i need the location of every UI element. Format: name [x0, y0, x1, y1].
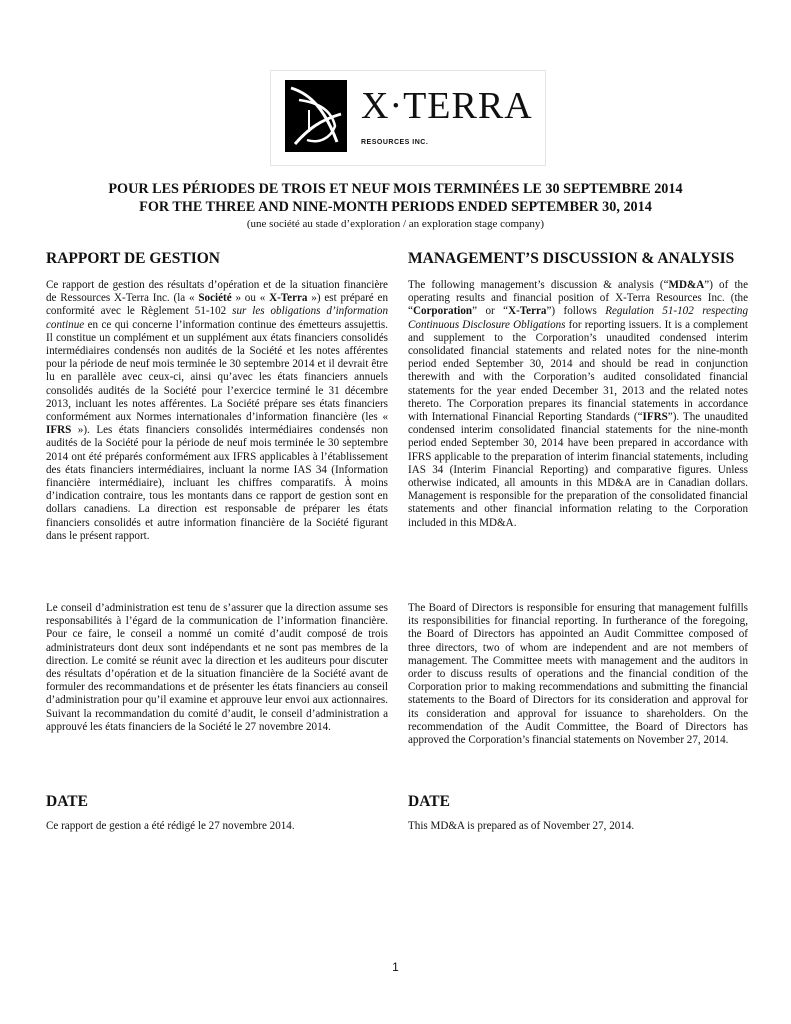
heading-date-fr: DATE: [46, 793, 88, 810]
paragraph-en-1: The following management’s discussion & analysis (“MD&A”) of the operating results and financial position of X-Terra Resources Inc. (the “Corporation” or “X-Terra”) follows Regulation 51-102 respecting Continuous Disclosure Obligations for reporting issuers. It is a complement and supplement to the Corporation’s unaudited condensed interim consolidated financial statements and related notes for the nine-month period ended September 30, 2014 and should be read in conjunction therewith and with the Corporation’s audited consolidated financial statements for the year ended December 31, 2013 and the related notes thereto. The Corporation prepares its financial statements in accordance with International Financial Reporting Standards (“IFRS”). The unaudited condensed interim consolidated financial statements for the nine-month period ended September 30, 2014 have been prepared in accordance with IFRS applicable to the preparation of interim financial statements, including IAS 34 (Interim Financial Reporting) and comparative figures. Unless otherwise indicated, all amounts in this MD&A are in Canadian dollars. Management is responsible for the preparation of the consolidated financial statements and other financial information relating to the Corporation included in this MD&A.: [408, 279, 748, 529]
company-logo: [270, 70, 546, 166]
xterra-logo-mark-icon: [285, 80, 347, 152]
page-number: 1: [392, 960, 399, 974]
paragraph-fr-1: Ce rapport de gestion des résultats d’opération et de la situation financière de Ressources X-Terra Inc. (la « Société » ou « X-Terra ») est préparé en conformité avec le Règlement 51-102 sur les obligations d’information continue en ce qui concerne l’information continue des émetteurs assujettis. Il constitue un complément et un supplément aux états financiers consolidés intermédiaires condensés non audités de la Société et les notes afférentes pour la période de neuf mois terminée le 30 septembre 2014 et il devrait être lu en parallèle avec ceux-ci, ainsi qu’avec les états financiers annuels consolidés audités de la Société pour l’exercice terminé le 31 décembre 2013, incluant les notes afférentes. La Société prépare ses états financiers conformément aux Normes internationales d’information financière (les « IFRS »). Les états financiers consolidés intermédiaires condensés non audités de la Société pour la période de neuf mois terminée le 30 septembre 2014 ont été préparés conformément aux IFRS applicables à l’établissement des états financiers intermédiaires, incluant la norme IAS 34 (Information financière intermédiaire), incluant les chiffres comparatifs. À moins d’indication contraire, tous les montants dans ce rapport de gestion sont en dollars canadiens. La direction est responsable de préparer les états financiers consolidés et autre information financière de la Société figurant dans le présent rapport.: [46, 279, 389, 542]
paragraph-fr-2: Le conseil d’administration est tenu de s’assurer que la direction assume ses responsabilités à l’égard de la communication de l’information financière. Pour ce faire, le conseil a nommé un comité d’audit composé de trois administrateurs dont deux sont indépendants et ne sont pas membres de la direction. Le comité se réunit avec la direction et les auditeurs pour discuter des résultats d’opération et de la situation financière de la Société avant de formuler des recommandations et de présenter les états financiers au conseil d’administration pour qu’il examine et approuve leur envoi aux actionnaires. Suivant la recommandation du comité d’audit, le conseil d’administration a approuvé les états financiers de la Société le 27 novembre 2014.: [46, 602, 388, 733]
paragraph-en-date: This MD&A is prepared as of November 27, 2014.: [408, 820, 635, 832]
logo-subtitle: RESOURCES INC.: [361, 139, 429, 146]
heading-rapport-de-gestion: RAPPORT DE GESTION: [46, 250, 221, 267]
company-stage-subtitle: (une société au stade d’exploration / an exploration stage company): [246, 218, 545, 230]
title-english: FOR THE THREE AND NINE-MONTH PERIODS ENDED SEPTEMBER 30, 2014: [139, 199, 652, 215]
heading-mdna: MANAGEMENT’S DISCUSSION & ANALYSIS: [408, 250, 735, 267]
heading-date-en: DATE: [408, 793, 450, 810]
paragraph-en-2: The Board of Directors is responsible for ensuring that management fulfills its responsibilities for financial reporting. In furtherance of the foregoing, the Board of Directors has appointed an Audit Committee composed of three directors, two of whom are independent and are not members of management. The Committee meets with management and the auditors in order to discuss results of operations and the financial condition of the Corporation prior to making recommendations and submitting the financial statements to the Board of Directors for its consideration and approval for its consideration and approval for issuance to shareholders. On the recommendation of the Audit Committee, the Board of Directors has approved the Corporation’s financial statements on November 27, 2014.: [408, 602, 748, 747]
title-french: POUR LES PÉRIODES DE TROIS ET NEUF MOIS TERMINÉES LE 30 SEPTEMBRE 2014: [108, 181, 683, 197]
paragraph-fr-date: Ce rapport de gestion a été rédigé le 27 novembre 2014.: [46, 820, 295, 832]
logo-wordmark: X·TERRA: [361, 85, 533, 127]
